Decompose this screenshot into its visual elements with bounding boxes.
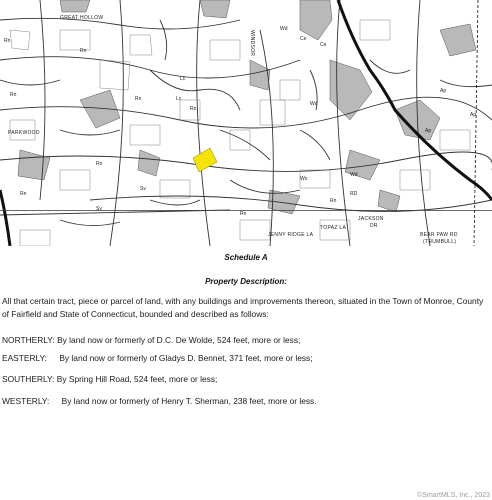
property-description-intro: All that certain tract, piece or parcel of land, with any buildings and improvements thereon, situated in the Town of Monroe, County of Fairfield and State of Connecticut, bounded and described as follows: (2, 296, 484, 319)
zone-label: Wd (350, 172, 358, 178)
zone-label: Rn (20, 191, 27, 197)
schedule-title: Schedule A (224, 253, 268, 262)
street-label-topaz: TOPAZ LA (320, 225, 347, 231)
zone-label: Sv (140, 186, 146, 192)
zone-label: Ap (470, 112, 477, 118)
street-label-jackson-dr: DR (370, 223, 378, 229)
bound-easterly (2, 352, 490, 365)
zone-label: Wd (310, 101, 318, 107)
zone-label: Rn (96, 161, 103, 167)
zone-label: Rn (4, 38, 11, 44)
bound-westerly (2, 395, 490, 408)
zone-label: Lc (176, 96, 182, 102)
zone-label: RD (350, 191, 358, 197)
street-label-bear-paw: BEAR PAW RD (420, 232, 458, 238)
zone-label: Rn (135, 96, 142, 102)
bound-text: By land now or formerly of Gladys D. Bennet, 371 feet, more or less; (59, 353, 313, 363)
street-label-great-hollow: GREAT HOLLOW (60, 15, 104, 21)
zone-label: Rn (10, 92, 17, 98)
parcel-map-drawing (0, 0, 492, 246)
zone-label: Rn (330, 198, 337, 204)
bound-direction: EASTERLY: (2, 353, 47, 363)
bound-southerly (2, 373, 490, 386)
property-description-heading: Property Description: (205, 277, 287, 286)
zone-label: Rn (80, 48, 87, 54)
zone-label: Ce (300, 36, 307, 42)
bound-text: By land now or formerly of Henry T. Sherman, 238 feet, more or less. (61, 396, 317, 406)
bound-text: By Spring Hill Road, 524 feet, more or less; (56, 374, 218, 384)
street-label-trumbull: (TRUMBULL) (423, 239, 457, 245)
zone-label: Ap (440, 88, 447, 94)
zone-label: Sv (96, 206, 102, 212)
bound-text: By land now or formerly of D.C. De Wolde, 524 feet, more or less; (57, 335, 301, 345)
zone-label: Rn (240, 211, 247, 217)
subject-parcel-highlight (193, 148, 217, 172)
street-label-jenny-ridge: JENNY RIDGE LA (268, 232, 314, 238)
bound-direction: NORTHERLY: (2, 335, 55, 345)
parcel-map (0, 0, 492, 246)
copyright-notice: ©SmartMLS, Inc., 2023 (417, 492, 490, 499)
bound-northerly (2, 334, 490, 347)
zone-label: Wd (280, 26, 288, 32)
street-label-parkwood: PARKWOOD (8, 130, 40, 136)
street-label-jackson: JACKSON (358, 216, 384, 222)
zone-label: Lc (180, 76, 186, 82)
zone-label: Ap (425, 128, 432, 134)
town-line-east (474, 0, 478, 246)
zone-label: Rn (190, 106, 197, 112)
zone-label: Ce (320, 42, 327, 48)
bound-direction: SOUTHERLY: (2, 374, 55, 384)
bound-direction: WESTERLY: (2, 396, 50, 406)
zone-label: Wo (300, 176, 308, 182)
town-line-west (0, 190, 10, 246)
street-label-windsor: WINDSOR (249, 30, 255, 57)
